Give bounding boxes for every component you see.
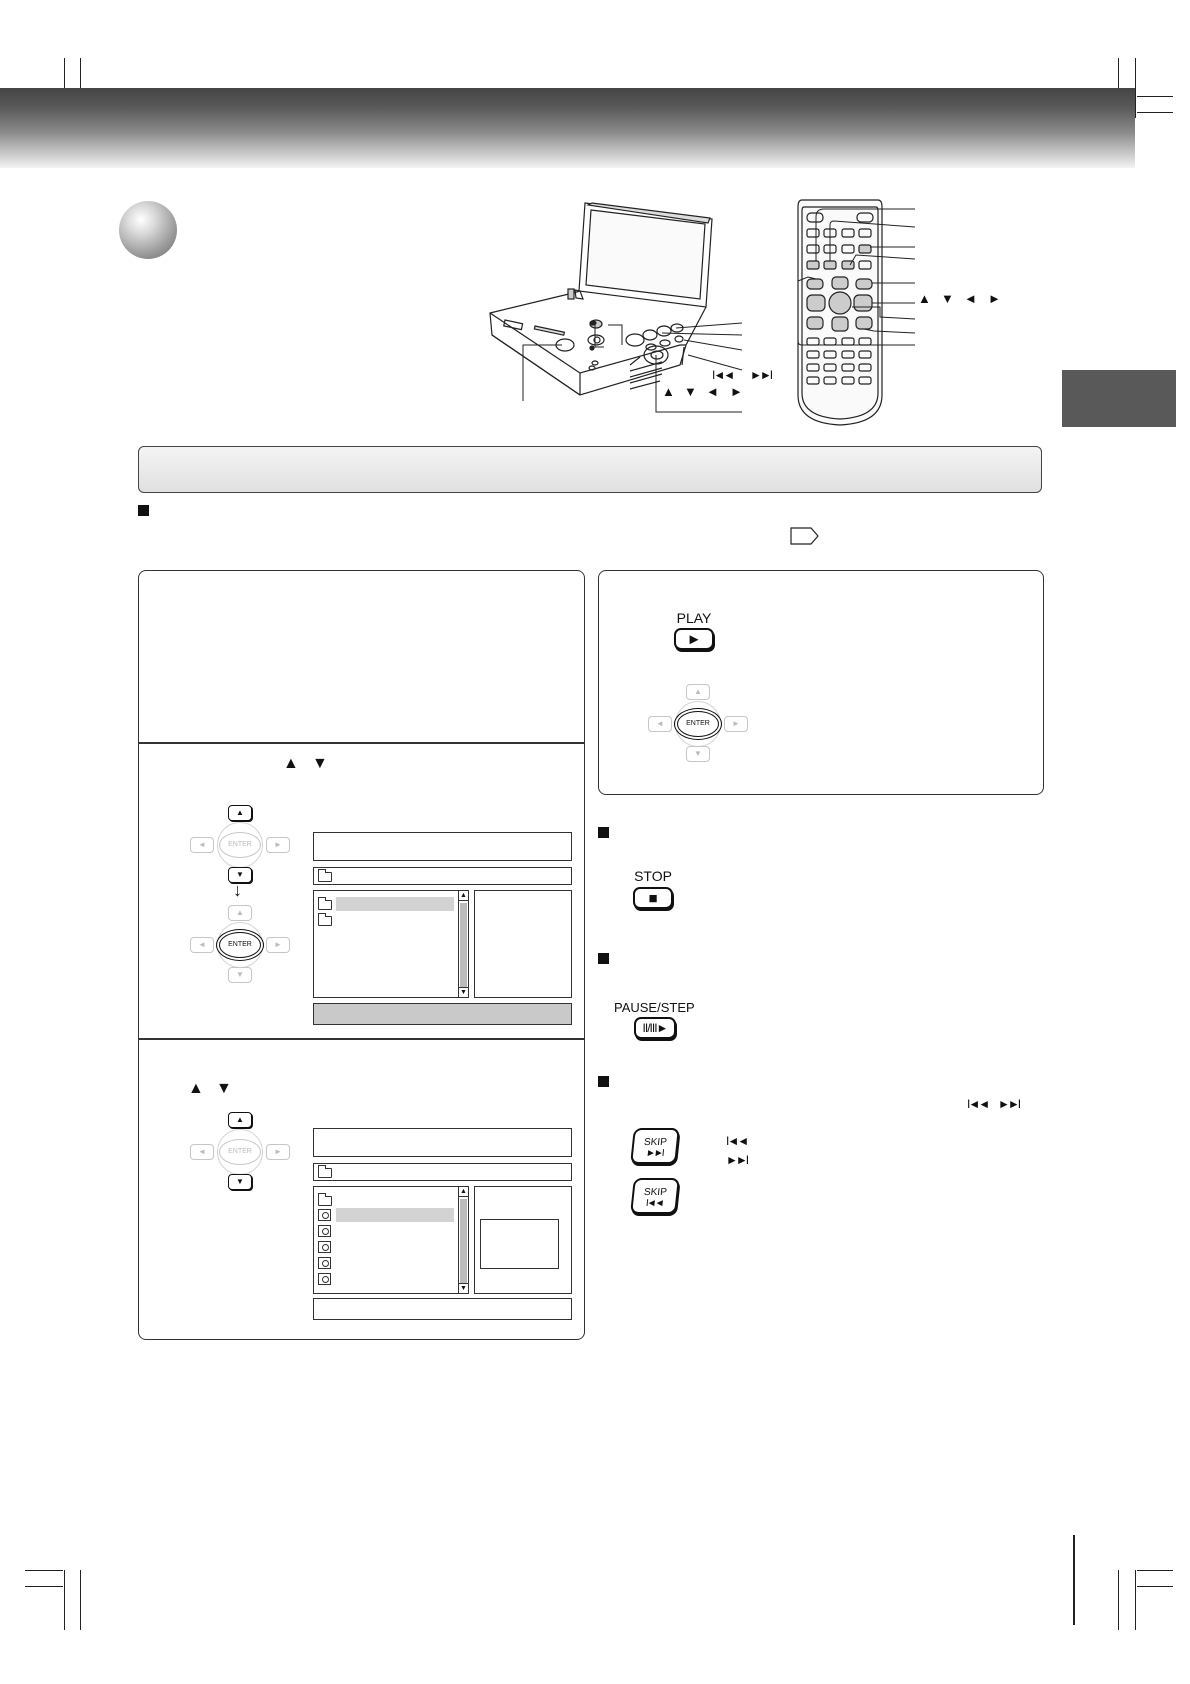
file-icon (318, 1209, 331, 1221)
folder-icon (318, 1196, 332, 1206)
right-arrow-mark: ► (988, 291, 1001, 306)
prev-mark: I◄◄ (726, 1134, 748, 1148)
play-icon: ► (686, 630, 702, 648)
prev-mark: I◄◄ (712, 368, 734, 382)
skip-back-button[interactable] (630, 1178, 680, 1214)
screen-thumbnail (480, 1219, 559, 1269)
screen-status-bar (313, 1298, 572, 1320)
crop-mark (1137, 112, 1173, 113)
screen-path-box (313, 1163, 572, 1181)
next-mark: ►►I (998, 1097, 1020, 1111)
next-mark: ►►I (750, 368, 772, 382)
down-key[interactable]: ▼ (228, 967, 252, 983)
up-key[interactable]: ▲ (228, 1112, 252, 1128)
stop-button-label: STOP (634, 868, 672, 884)
pause-step-icon: II/III► (642, 1021, 668, 1035)
down-key[interactable]: ▼ (228, 867, 252, 883)
section-square-bullet (598, 953, 609, 964)
up-key[interactable]: ▲ (228, 905, 252, 921)
crop-mark (1137, 96, 1173, 97)
list-scrollbar[interactable] (458, 1186, 469, 1294)
file-icon (318, 1241, 331, 1253)
section-square-bullet (138, 505, 149, 516)
scroll-down-arrow[interactable]: ▼ (460, 1285, 467, 1292)
skip-forward-button[interactable] (630, 1128, 680, 1164)
left-key[interactable]: ◄ (190, 937, 214, 953)
right-arrow-mark: ► (730, 384, 743, 399)
down-arrow-mark: ▼ (684, 384, 697, 399)
up-arrow-mark: ▲ (918, 291, 931, 306)
stop-icon: ■ (648, 889, 658, 907)
left-key[interactable]: ◄ (190, 837, 214, 853)
left-key[interactable]: ◄ (648, 716, 672, 732)
right-key[interactable]: ► (266, 837, 290, 853)
section-square-bullet (598, 1076, 609, 1087)
folder-icon (318, 900, 332, 910)
remote-control-illustration (790, 195, 920, 435)
section-bullet-sphere (119, 201, 177, 259)
crop-mark (25, 1586, 63, 1587)
crop-mark (1118, 1570, 1119, 1630)
enter-key[interactable]: ENTER (219, 1139, 261, 1165)
section-square-bullet (598, 827, 609, 838)
scroll-up-arrow[interactable]: ▲ (460, 892, 467, 899)
right-key[interactable]: ► (266, 937, 290, 953)
skip-label: SKIP (643, 1187, 668, 1198)
enter-key[interactable]: ENTER (219, 832, 261, 858)
step-divider (139, 742, 584, 744)
prev-mark: I◄◄ (967, 1097, 989, 1111)
selected-row-highlight (336, 897, 454, 911)
up-arrow-mark: ▲ (662, 384, 675, 399)
crop-mark (1135, 58, 1136, 118)
down-key[interactable]: ▼ (228, 1174, 252, 1190)
screen-status-bar (313, 1003, 572, 1025)
up-key[interactable]: ▲ (686, 684, 710, 700)
file-icon (318, 1257, 331, 1269)
scroll-thumb[interactable] (460, 1199, 467, 1283)
chapter-tab (1062, 370, 1176, 427)
dpad-enter (190, 905, 290, 985)
crop-mark (1137, 1586, 1173, 1587)
next-mark: ►►I (726, 1153, 748, 1167)
screen-file-list (313, 1186, 469, 1294)
folder-icon (318, 916, 332, 926)
pause-step-button[interactable] (634, 1017, 676, 1039)
left-key[interactable]: ◄ (190, 1144, 214, 1160)
crop-mark (80, 1570, 81, 1630)
skip-label: SKIP (643, 1137, 668, 1148)
scroll-down-arrow[interactable]: ▼ (460, 989, 467, 996)
dpad-enter (648, 684, 748, 764)
dvd-player-illustration (480, 195, 790, 435)
scroll-thumb[interactable] (460, 903, 467, 987)
crop-mark (1137, 1570, 1173, 1571)
down-arrow-mark: ▼ (216, 1080, 232, 1097)
selected-row-highlight (336, 1208, 454, 1222)
down-key[interactable]: ▼ (686, 746, 710, 762)
file-icon (318, 1225, 331, 1237)
stop-button[interactable] (633, 887, 673, 909)
play-button-label: PLAY (676, 610, 712, 626)
crop-mark (25, 1570, 63, 1571)
list-scrollbar[interactable] (458, 890, 469, 998)
file-icon (318, 1273, 331, 1285)
folder-icon (318, 1168, 332, 1178)
crop-mark (1135, 1570, 1136, 1630)
enter-key[interactable]: ENTER (219, 932, 261, 958)
crop-mark (64, 1570, 65, 1630)
step-divider (139, 1038, 584, 1040)
right-key[interactable]: ► (266, 1144, 290, 1160)
left-arrow-mark: ◄ (706, 384, 719, 399)
up-arrow-mark: ▲ (188, 1080, 204, 1097)
pause-step-button-label: PAUSE/STEP (614, 1000, 695, 1015)
dpad-up-down (190, 805, 290, 885)
down-arrow-mark: ▼ (941, 291, 954, 306)
screen-preview-box (474, 890, 572, 998)
screen-header-box (313, 832, 572, 861)
play-button[interactable] (674, 628, 714, 650)
up-key[interactable]: ▲ (228, 805, 252, 821)
skip-back-icon: I◄◄ (645, 1198, 664, 1209)
flow-arrow: ↓ (233, 880, 242, 900)
screen-header-box (313, 1128, 572, 1157)
page-rule (1073, 1535, 1075, 1625)
up-arrow-mark: ▲ (283, 755, 299, 772)
right-key[interactable]: ► (724, 716, 748, 732)
header-band (0, 88, 1135, 168)
left-arrow-mark: ◄ (964, 291, 977, 306)
section-title-bar (138, 446, 1042, 493)
skip-forward-icon: ►►I (645, 1148, 664, 1159)
folder-icon (318, 872, 332, 882)
dpad-up-down (190, 1112, 290, 1192)
down-arrow-mark: ▼ (312, 755, 328, 772)
enter-key[interactable]: ENTER (677, 711, 719, 737)
page-reference-tag (790, 527, 820, 545)
scroll-up-arrow[interactable]: ▲ (460, 1188, 467, 1195)
screen-path-box (313, 867, 572, 885)
